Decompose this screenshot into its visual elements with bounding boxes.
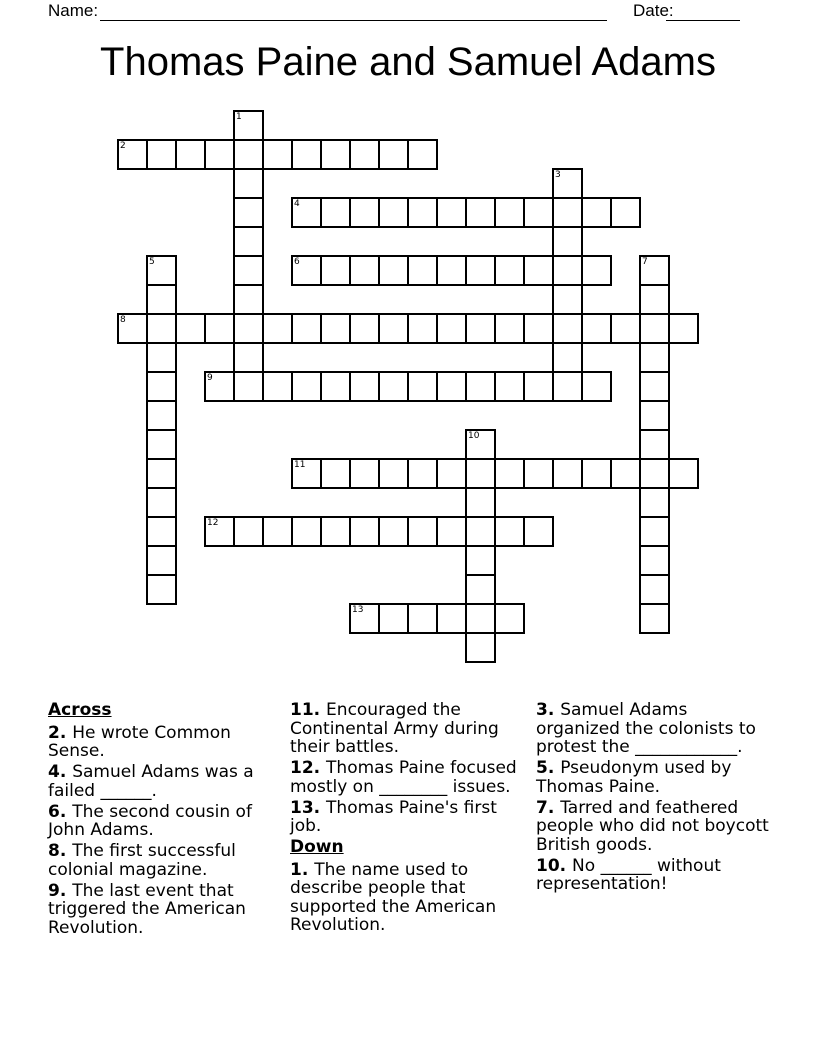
grid-cell[interactable] bbox=[552, 458, 583, 489]
grid-cell[interactable] bbox=[320, 458, 351, 489]
grid-cell[interactable] bbox=[436, 313, 467, 344]
across-heading: Across bbox=[48, 700, 112, 720]
grid-cell[interactable] bbox=[146, 313, 177, 344]
grid-cell[interactable] bbox=[436, 371, 467, 402]
clue-8 bbox=[48, 842, 276, 879]
clue-text: Thomas Paine's first job. bbox=[290, 797, 497, 836]
grid-cell[interactable] bbox=[262, 371, 293, 402]
clue-number: 11. bbox=[290, 700, 327, 720]
grid-cell[interactable] bbox=[262, 516, 293, 547]
grid-cell[interactable] bbox=[320, 516, 351, 547]
grid-cell[interactable] bbox=[349, 313, 380, 344]
grid-cell[interactable] bbox=[349, 371, 380, 402]
grid-cell[interactable] bbox=[175, 313, 206, 344]
clue-6 bbox=[48, 803, 276, 840]
clues-column-1 bbox=[48, 701, 276, 940]
grid-cell[interactable] bbox=[639, 342, 670, 373]
grid-cell[interactable] bbox=[552, 197, 583, 228]
grid-cell[interactable] bbox=[349, 458, 380, 489]
clue-number: 4. bbox=[48, 762, 73, 782]
grid-cell[interactable] bbox=[175, 139, 206, 170]
grid-cell[interactable] bbox=[465, 487, 496, 518]
clue-10 bbox=[536, 857, 772, 894]
clue-text: Pseudonym used by Thomas Paine. bbox=[536, 758, 732, 797]
crossword-grid bbox=[117, 110, 701, 665]
grid-cell[interactable] bbox=[378, 197, 409, 228]
cell-number: 13 bbox=[352, 605, 364, 615]
cell-number: 4 bbox=[294, 199, 300, 209]
grid-cell[interactable] bbox=[349, 197, 380, 228]
grid-cell[interactable] bbox=[552, 342, 583, 373]
grid-cell[interactable] bbox=[668, 313, 699, 344]
grid-cell[interactable] bbox=[523, 197, 554, 228]
grid-cell[interactable] bbox=[552, 284, 583, 315]
date-blank-line[interactable] bbox=[666, 1, 740, 21]
grid-cell[interactable] bbox=[494, 197, 525, 228]
grid-cell[interactable] bbox=[320, 197, 351, 228]
grid-cell[interactable] bbox=[523, 516, 554, 547]
grid-cell[interactable] bbox=[233, 110, 264, 141]
clue-text: Encouraged the Continental Army during their battles. bbox=[290, 700, 499, 757]
grid-cell[interactable] bbox=[639, 516, 670, 547]
puzzle-title: Thomas Paine and Samuel Adams bbox=[100, 40, 716, 84]
grid-cell[interactable] bbox=[233, 197, 264, 228]
grid-cell[interactable] bbox=[465, 255, 496, 286]
grid-cell[interactable] bbox=[146, 342, 177, 373]
grid-cell[interactable] bbox=[465, 313, 496, 344]
cell-number: 9 bbox=[207, 373, 213, 383]
grid-cell[interactable] bbox=[610, 313, 641, 344]
grid-cell[interactable] bbox=[552, 371, 583, 402]
clue-number: 2. bbox=[48, 722, 73, 743]
grid-cell[interactable] bbox=[146, 400, 177, 431]
grid-cell[interactable] bbox=[291, 139, 322, 170]
clue-number: 10. bbox=[536, 855, 573, 876]
grid-cell[interactable] bbox=[320, 371, 351, 402]
grid-cell[interactable] bbox=[117, 139, 148, 170]
grid-cell[interactable] bbox=[494, 371, 525, 402]
grid-cell[interactable] bbox=[494, 255, 525, 286]
grid-cell[interactable] bbox=[378, 516, 409, 547]
grid-cell[interactable] bbox=[407, 197, 438, 228]
clue-number: 1. bbox=[290, 859, 315, 880]
grid-cell[interactable] bbox=[378, 371, 409, 402]
cell-number: 7 bbox=[642, 257, 648, 267]
grid-cell[interactable] bbox=[320, 139, 351, 170]
grid-cell[interactable] bbox=[581, 197, 612, 228]
clue-number: 12. bbox=[290, 758, 327, 778]
grid-cell[interactable] bbox=[552, 168, 583, 199]
grid-cell[interactable] bbox=[581, 313, 612, 344]
clue-number: 9. bbox=[48, 880, 73, 901]
clue-11 bbox=[290, 701, 526, 757]
grid-cell[interactable] bbox=[407, 139, 438, 170]
grid-cell[interactable] bbox=[262, 313, 293, 344]
grid-cell[interactable] bbox=[378, 255, 409, 286]
grid-cell[interactable] bbox=[465, 574, 496, 605]
grid-cell[interactable] bbox=[639, 255, 670, 286]
clue-text: The first successful colonial magazine. bbox=[48, 841, 236, 880]
grid-cell[interactable] bbox=[465, 429, 496, 460]
cell-number: 3 bbox=[555, 170, 561, 180]
clue-text: He wrote Common Sense. bbox=[48, 722, 231, 761]
grid-cell[interactable] bbox=[436, 603, 467, 634]
clues-column-3 bbox=[536, 701, 772, 896]
clues-column-2 bbox=[290, 701, 526, 937]
grid-cell[interactable] bbox=[146, 574, 177, 605]
grid-cell[interactable] bbox=[639, 429, 670, 460]
grid-cell[interactable] bbox=[378, 458, 409, 489]
grid-cell[interactable] bbox=[262, 139, 293, 170]
clue-3 bbox=[536, 701, 772, 757]
clue-text: The second cousin of John Adams. bbox=[48, 801, 252, 840]
clue-2 bbox=[48, 724, 276, 761]
grid-cell[interactable] bbox=[320, 255, 351, 286]
grid-cell[interactable] bbox=[465, 371, 496, 402]
grid-cell[interactable] bbox=[639, 603, 670, 634]
grid-cell[interactable] bbox=[523, 255, 554, 286]
clue-text: No ______ without representation! bbox=[536, 855, 721, 894]
grid-cell[interactable] bbox=[523, 458, 554, 489]
grid-cell[interactable] bbox=[407, 603, 438, 634]
grid-cell[interactable] bbox=[291, 313, 322, 344]
grid-cell[interactable] bbox=[494, 313, 525, 344]
grid-cell[interactable] bbox=[436, 516, 467, 547]
clue-5 bbox=[536, 759, 772, 796]
grid-cell[interactable] bbox=[378, 139, 409, 170]
grid-cell[interactable] bbox=[378, 603, 409, 634]
grid-cell[interactable] bbox=[494, 603, 525, 634]
grid-cell[interactable] bbox=[523, 371, 554, 402]
clue-1 bbox=[290, 861, 526, 935]
grid-cell[interactable] bbox=[291, 458, 322, 489]
grid-cell[interactable] bbox=[639, 284, 670, 315]
grid-cell[interactable] bbox=[407, 313, 438, 344]
grid-cell[interactable] bbox=[465, 458, 496, 489]
grid-cell[interactable] bbox=[552, 226, 583, 257]
grid-cell[interactable] bbox=[233, 342, 264, 373]
grid-cell[interactable] bbox=[204, 139, 235, 170]
grid-cell[interactable] bbox=[204, 313, 235, 344]
grid-cell[interactable] bbox=[465, 545, 496, 576]
grid-cell[interactable] bbox=[407, 255, 438, 286]
grid-cell[interactable] bbox=[494, 458, 525, 489]
clue-text: Tarred and feathered people who did not boycott British goods. bbox=[536, 797, 769, 855]
grid-cell[interactable] bbox=[349, 516, 380, 547]
grid-cell[interactable] bbox=[117, 313, 148, 344]
grid-cell[interactable] bbox=[233, 371, 264, 402]
grid-cell[interactable] bbox=[436, 255, 467, 286]
down-heading: Down bbox=[290, 837, 344, 857]
grid-cell[interactable] bbox=[581, 255, 612, 286]
grid-cell[interactable] bbox=[233, 168, 264, 199]
clue-number: 7. bbox=[536, 797, 561, 818]
grid-cell[interactable] bbox=[639, 458, 670, 489]
cell-number: 10 bbox=[468, 431, 480, 441]
grid-cell[interactable] bbox=[610, 197, 641, 228]
grid-cell[interactable] bbox=[291, 371, 322, 402]
grid-cell[interactable] bbox=[146, 284, 177, 315]
grid-cell[interactable] bbox=[494, 516, 525, 547]
grid-cell[interactable] bbox=[146, 545, 177, 576]
grid-cell[interactable] bbox=[233, 139, 264, 170]
grid-cell[interactable] bbox=[407, 371, 438, 402]
grid-cell[interactable] bbox=[436, 458, 467, 489]
clue-7 bbox=[536, 799, 772, 855]
grid-cell[interactable] bbox=[146, 487, 177, 518]
grid-cell[interactable] bbox=[523, 313, 554, 344]
grid-cell[interactable] bbox=[291, 255, 322, 286]
grid-cell[interactable] bbox=[668, 458, 699, 489]
grid-cell[interactable] bbox=[233, 516, 264, 547]
grid-cell[interactable] bbox=[233, 255, 264, 286]
grid-cell[interactable] bbox=[610, 458, 641, 489]
grid-cell[interactable] bbox=[407, 516, 438, 547]
date-label: Date: bbox=[633, 1, 674, 20]
grid-cell[interactable] bbox=[378, 313, 409, 344]
grid-cell[interactable] bbox=[233, 284, 264, 315]
grid-cell[interactable] bbox=[581, 458, 612, 489]
grid-cell[interactable] bbox=[639, 487, 670, 518]
grid-cell[interactable] bbox=[552, 313, 583, 344]
grid-cell[interactable] bbox=[465, 516, 496, 547]
grid-cell[interactable] bbox=[204, 371, 235, 402]
grid-cell[interactable] bbox=[639, 400, 670, 431]
grid-cell[interactable] bbox=[146, 371, 177, 402]
clue-text: Samuel Adams organized the colonists to protest the ____________. bbox=[536, 700, 756, 757]
clue-number: 6. bbox=[48, 801, 73, 822]
clue-number: 13. bbox=[290, 797, 327, 818]
clue-12 bbox=[290, 759, 526, 796]
grid-cell[interactable] bbox=[407, 458, 438, 489]
cell-number: 8 bbox=[120, 315, 126, 325]
grid-cell[interactable] bbox=[233, 313, 264, 344]
cell-number: 11 bbox=[294, 460, 306, 470]
clue-number: 5. bbox=[536, 758, 561, 778]
clue-9 bbox=[48, 882, 276, 938]
grid-cell[interactable] bbox=[639, 574, 670, 605]
clue-4 bbox=[48, 763, 276, 800]
grid-cell[interactable] bbox=[146, 255, 177, 286]
clue-number: 3. bbox=[536, 700, 561, 720]
clue-text: Thomas Paine focused mostly on ________ issues. bbox=[290, 758, 517, 797]
grid-cell[interactable] bbox=[204, 516, 235, 547]
grid-cell[interactable] bbox=[349, 603, 380, 634]
grid-cell[interactable] bbox=[146, 458, 177, 489]
grid-cell[interactable] bbox=[465, 197, 496, 228]
grid-cell[interactable] bbox=[639, 313, 670, 344]
grid-cell[interactable] bbox=[349, 255, 380, 286]
grid-cell[interactable] bbox=[552, 255, 583, 286]
cell-number: 6 bbox=[294, 257, 300, 267]
cell-number: 12 bbox=[207, 518, 219, 528]
grid-cell[interactable] bbox=[581, 371, 612, 402]
grid-cell[interactable] bbox=[146, 139, 177, 170]
name-label: Name: bbox=[48, 1, 99, 20]
clue-text: The last event that triggered the American Revolution. bbox=[48, 880, 246, 938]
grid-cell[interactable] bbox=[349, 139, 380, 170]
grid-cell[interactable] bbox=[146, 429, 177, 460]
clue-13 bbox=[290, 799, 526, 836]
grid-cell[interactable] bbox=[639, 371, 670, 402]
grid-cell[interactable] bbox=[291, 516, 322, 547]
grid-cell[interactable] bbox=[436, 197, 467, 228]
grid-cell[interactable] bbox=[291, 197, 322, 228]
clue-text: The name used to describe people that supported the American Revolution. bbox=[290, 859, 497, 935]
grid-cell[interactable] bbox=[639, 545, 670, 576]
clue-text: Samuel Adams was a failed ______. bbox=[48, 762, 254, 801]
cell-number: 1 bbox=[236, 112, 242, 122]
grid-cell[interactable] bbox=[146, 516, 177, 547]
clue-number: 8. bbox=[48, 841, 73, 861]
grid-cell[interactable] bbox=[465, 603, 496, 634]
grid-cell[interactable] bbox=[465, 632, 496, 663]
cell-number: 2 bbox=[120, 141, 126, 151]
grid-cell[interactable] bbox=[233, 226, 264, 257]
grid-cell[interactable] bbox=[320, 313, 351, 344]
name-blank-line[interactable] bbox=[100, 1, 607, 21]
cell-number: 5 bbox=[149, 257, 155, 267]
